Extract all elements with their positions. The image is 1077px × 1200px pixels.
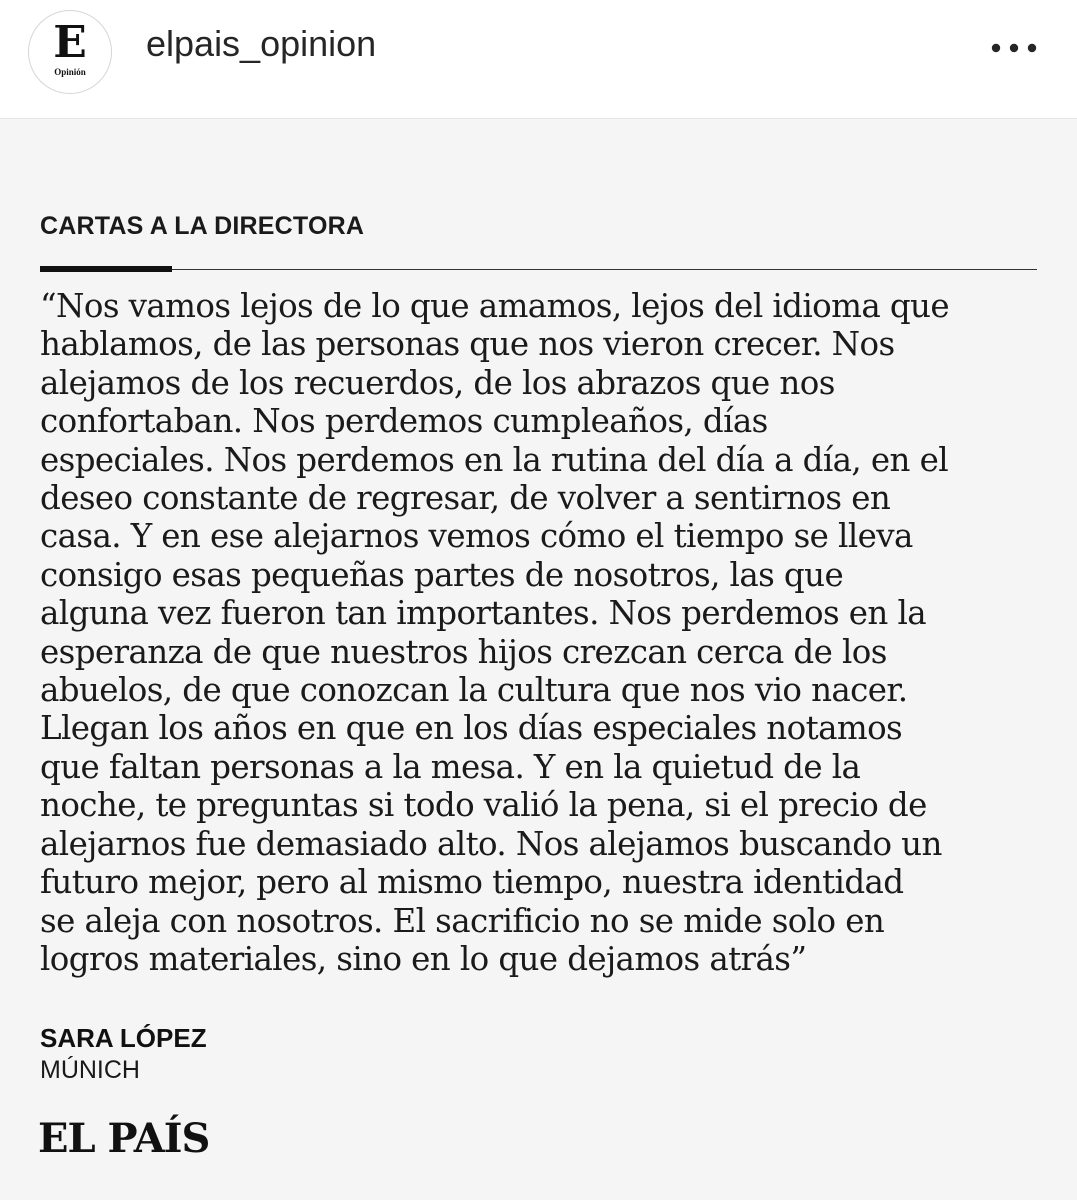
letter-line: alejarnos fue demasiado alto. Nos alejamos buscando un bbox=[40, 824, 942, 863]
letter-line: noche, te preguntas si todo valió la pena, si el precio de bbox=[40, 786, 927, 825]
profile-avatar[interactable] bbox=[28, 10, 112, 94]
more-options-button[interactable] bbox=[988, 28, 1040, 68]
letter-line: hablamos, de las personas que nos vieron crecer. Nos bbox=[40, 325, 895, 364]
letter-line: que faltan personas a la mesa. Y en la quietud de la bbox=[40, 747, 861, 786]
author-name: SARA LÓPEZ bbox=[40, 1023, 207, 1053]
letter-line: futuro mejor, pero al mismo tiempo, nuestra identidad bbox=[40, 863, 904, 902]
section-title: CARTAS A LA DIRECTORA bbox=[40, 212, 365, 240]
account-username[interactable]: elpais_opinion bbox=[146, 23, 377, 64]
letter-line: alguna vez fueron tan importantes. Nos perdemos en la bbox=[40, 594, 927, 633]
letter-line: se aleja con nosotros. El sacrificio no se mide solo en bbox=[40, 901, 885, 940]
letter-line: confortaban. Nos perdemos cumpleaños, días bbox=[40, 402, 768, 441]
letter-line: “Nos vamos lejos de lo que amamos, lejos del idioma que bbox=[40, 287, 949, 325]
letter-line: Llegan los años en que en los días especiales notamos bbox=[40, 709, 903, 748]
more-horizontal-icon bbox=[988, 28, 1040, 68]
author-location: MÚNICH bbox=[40, 1056, 140, 1084]
letter-line: alejamos de los recuerdos, de los abrazos que nos bbox=[40, 363, 835, 402]
el-pais-logo: EL PAÍS bbox=[38, 1115, 210, 1162]
letter-line: consigo esas pequeñas partes de nosotros, las que bbox=[40, 555, 844, 594]
letter-line: casa. Y en ese alejarnos vemos cómo el tiempo se lleva bbox=[40, 517, 913, 556]
letter-line: esperanza de que nuestros hijos crezcan cerca de los bbox=[40, 632, 887, 671]
letter-line: deseo constante de regresar, de volver a sentirnos en bbox=[40, 479, 891, 518]
avatar-logo-subtitle: Opinión bbox=[54, 67, 86, 77]
section-divider bbox=[40, 269, 1037, 270]
letter-line: abuelos, de que conozcan la cultura que nos vio nacer. bbox=[40, 671, 908, 710]
section-accent-bar bbox=[40, 266, 172, 272]
letter-line: logros materiales, sino en lo que dejamos atrás” bbox=[40, 939, 807, 978]
post-header bbox=[0, 0, 1077, 119]
letter-line: especiales. Nos perdemos en la rutina del día a día, en el bbox=[40, 440, 949, 479]
letter-body bbox=[40, 287, 1040, 978]
avatar-logo-letter: E bbox=[53, 17, 87, 68]
